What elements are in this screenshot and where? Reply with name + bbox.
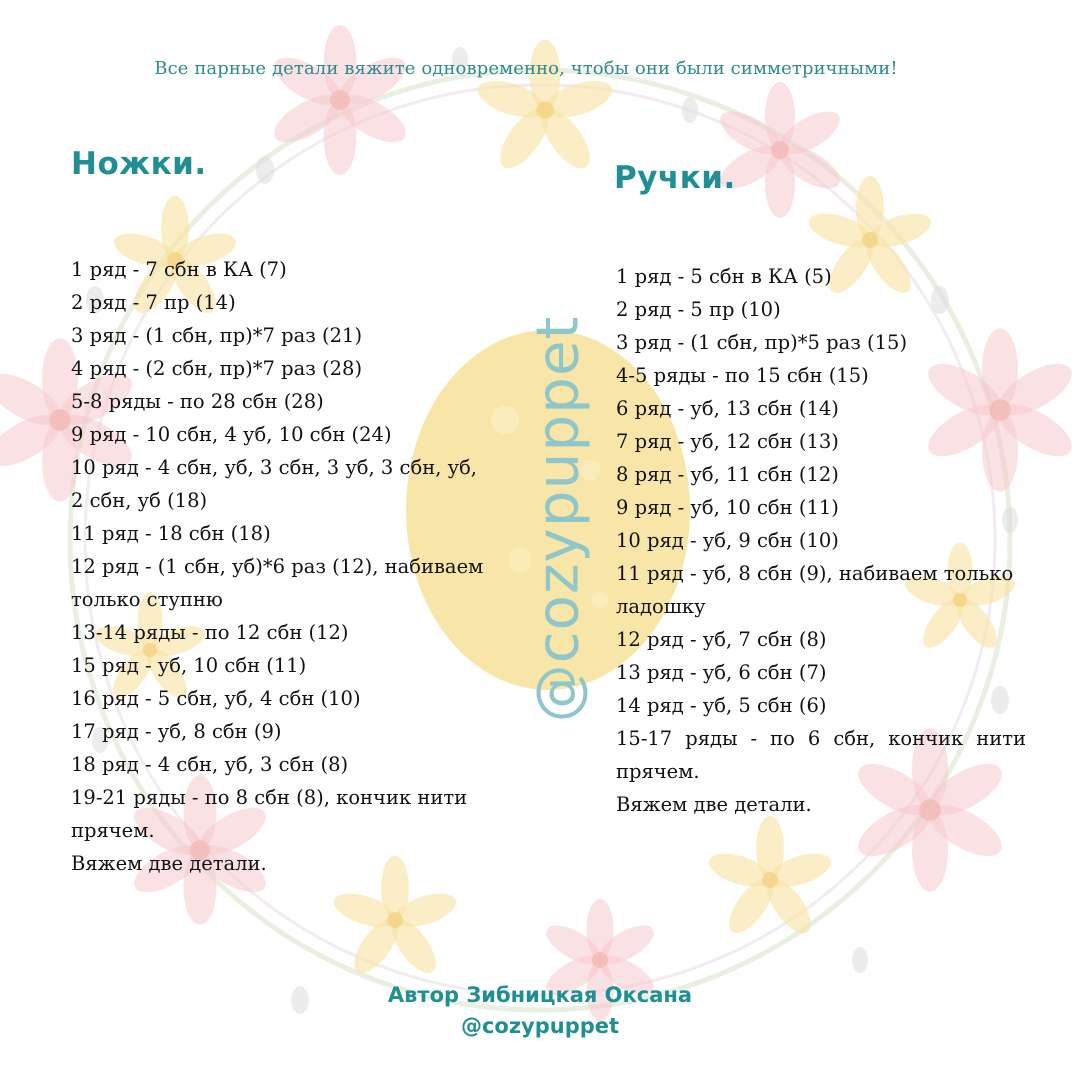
pattern-row: 2 сбн, уб (18) (71, 489, 208, 512)
pattern-row: 16 ряд - 5 сбн, уб, 4 сбн (10) (71, 687, 361, 710)
pattern-row: 19-21 ряды - по 8 сбн (8), кончик нити (71, 786, 468, 809)
pattern-row: 10 ряд - 4 сбн, уб, 3 сбн, 3 уб, 3 сбн, уб, (71, 456, 478, 479)
pattern-row: 6 ряд - уб, 13 сбн (14) (616, 397, 839, 420)
pattern-row: 9 ряд - уб, 10 сбн (11) (616, 496, 839, 519)
pattern-row: прячем. (71, 819, 155, 842)
pattern-row: 13-14 ряды - по 12 сбн (12) (71, 621, 349, 644)
pattern-row: 3 ряд - (1 сбн, пр)*5 раз (15) (616, 331, 908, 354)
pattern-row: Вяжем две детали. (71, 852, 267, 875)
pattern-row: 8 ряд - уб, 11 сбн (12) (616, 463, 839, 486)
pattern-row: 12 ряд - (1 сбн, уб)*6 раз (12), набиваем (71, 555, 484, 578)
pattern-row: 4-5 ряды - по 15 сбн (15) (616, 364, 869, 387)
pattern-row: 10 ряд - уб, 9 сбн (10) (616, 529, 839, 552)
pattern-row: 2 ряд - 7 пр (14) (71, 291, 236, 314)
pattern-row: 15 ряд - уб, 10 сбн (11) (71, 654, 307, 677)
pattern-row: 1 ряд - 7 сбн в КА (7) (71, 258, 287, 281)
legs-title: Ножки. (71, 146, 207, 182)
pattern-row: 7 ряд - уб, 12 сбн (13) (616, 430, 839, 453)
legs-pattern-rows (71, 253, 491, 880)
pattern-row: только ступню (71, 588, 223, 611)
pattern-row: 18 ряд - 4 сбн, уб, 3 сбн (8) (71, 753, 349, 776)
pattern-row: 3 ряд - (1 сбн, пр)*7 раз (21) (71, 324, 363, 347)
symmetry-tip: Все парные детали вяжите одновременно, чтобы они были симметричными! (154, 58, 898, 79)
pattern-row: ладошку (616, 595, 706, 618)
pattern-row: 13 ряд - уб, 6 сбн (7) (616, 661, 827, 684)
watermark-text: @cozypuppet (523, 315, 591, 722)
author-credit (0, 980, 1080, 1042)
pattern-row: 9 ряд - 10 сбн, 4 уб, 10 сбн (24) (71, 423, 392, 446)
author-handle: @cozypuppet (460, 1014, 620, 1038)
pattern-row: прячем. (616, 760, 700, 783)
watermark-handle (523, 246, 591, 791)
pattern-row: 12 ряд - уб, 7 сбн (8) (616, 628, 827, 651)
arms-title: Ручки. (614, 160, 736, 196)
pattern-row: 5-8 ряды - по 28 сбн (28) (71, 390, 324, 413)
pattern-row: 2 ряд - 5 пр (10) (616, 298, 781, 321)
pattern-row: Вяжем две детали. (616, 793, 812, 816)
pattern-row: 14 ряд - уб, 5 сбн (6) (616, 694, 827, 717)
pattern-row: 1 ряд - 5 сбн в КА (5) (616, 265, 832, 288)
pattern-row: 11 ряд - 18 сбн (18) (71, 522, 271, 545)
pattern-row: 11 ряд - уб, 8 сбн (9), набиваем только (616, 562, 1014, 585)
pattern-row: 17 ряд - уб, 8 сбн (9) (71, 720, 282, 743)
author-name: Автор Зибницкая Оксана (387, 983, 693, 1007)
pattern-row: 4 ряд - (2 сбн, пр)*7 раз (28) (71, 357, 363, 380)
arms-pattern-rows (616, 260, 1026, 821)
pattern-row: 15-17 ряды - по 6 сбн, кончик нити (616, 727, 1026, 750)
